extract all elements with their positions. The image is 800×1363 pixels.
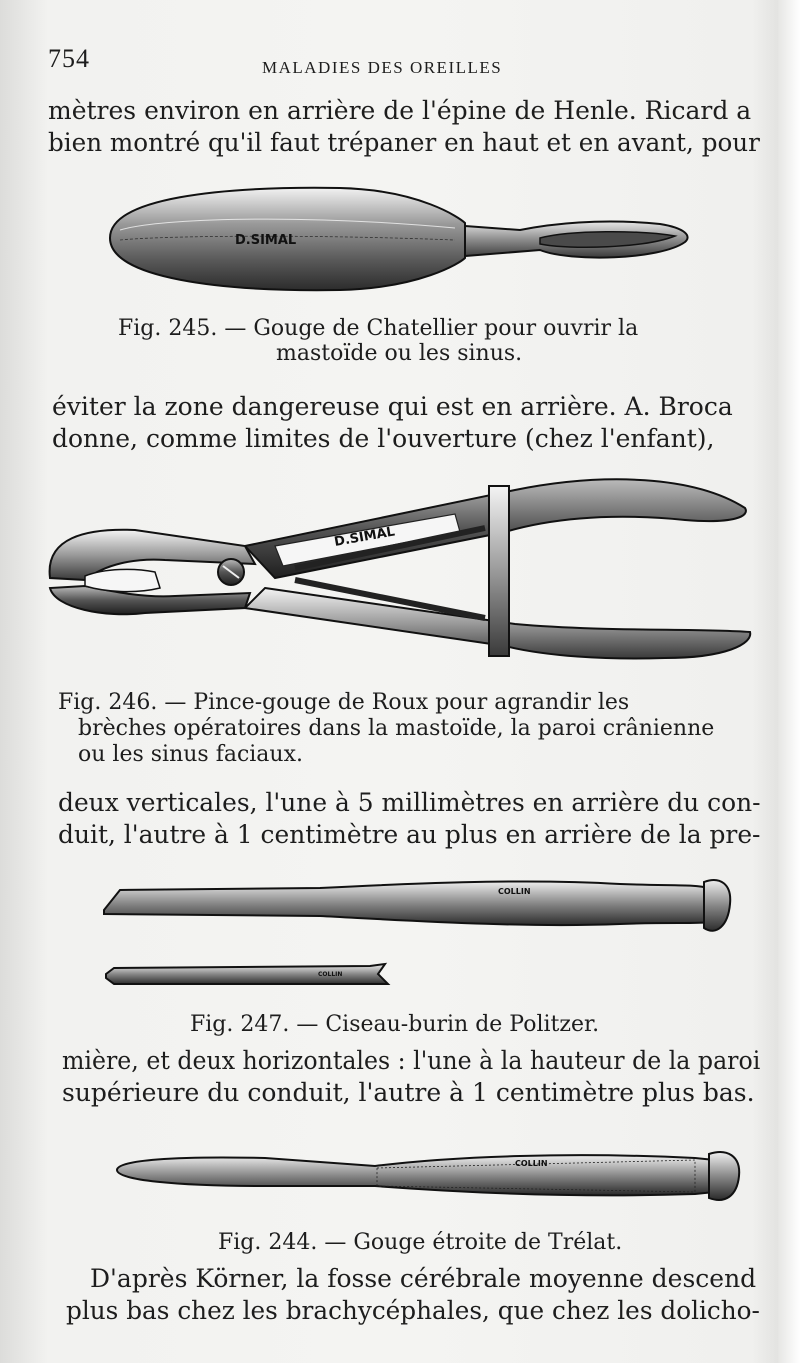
figure-246-caption-cont: ou les sinus faciaux. [78, 742, 303, 767]
body-line: deux verticales, l'une à 5 millimètres en arrière du con- [58, 788, 761, 817]
fig-247-stamp: COLLIN [498, 887, 531, 896]
running-title: MALADIES DES OREILLES [262, 58, 503, 77]
body-line: mière, et deux horizontales : l'une à la hauteur de la paroi [62, 1046, 761, 1075]
figure-246-caption-cont: brèches opératoires dans la mastoïde, la paroi crânienne [78, 716, 715, 741]
figure-245-gouge-illustration [100, 178, 700, 298]
body-line: duit, l'autre à 1 centimètre au plus en arrière de la pre- [58, 820, 761, 849]
figure-244-caption: Fig. 244. — Gouge étroite de Trélat. [218, 1230, 623, 1255]
fig-246-stamp: D.SIMAL [333, 524, 396, 550]
figure-247-ciseau-burin-illustration [100, 870, 740, 995]
body-line: D'après Körner, la fosse cérébrale moyenne descend [90, 1264, 757, 1293]
body-line: éviter la zone dangereuse qui est en arrière. A. Broca [52, 392, 733, 421]
page-edge [778, 0, 800, 1363]
body-line: mètres environ en arrière de l'épine de Henle. Ricard a [48, 96, 752, 125]
figure-245-caption: Fig. 245. — Gouge de Chatellier pour ouvrir la [118, 316, 639, 341]
figure-244-gouge-etroite-illustration [115, 1146, 745, 1206]
body-line: donne, comme limites de l'ouverture (chez l'enfant), [52, 424, 715, 453]
fig-245-stamp: D.SIMAL [235, 233, 297, 248]
body-line: supérieure du conduit, l'autre à 1 centimètre plus bas. [62, 1078, 755, 1107]
page-number: 754 [48, 44, 90, 73]
fig-247-stamp-small: COLLIN [318, 971, 343, 978]
fig-244-stamp: COLLIN [515, 1159, 548, 1168]
figure-246-pince-gouge-illustration [45, 468, 755, 678]
figure-246-caption: Fig. 246. — Pince-gouge de Roux pour agrandir les [58, 690, 630, 715]
body-line: plus bas chez les brachycéphales, que chez les dolicho- [66, 1296, 760, 1325]
figure-247-caption: Fig. 247. — Ciseau-burin de Politzer. [190, 1012, 600, 1037]
figure-245-caption-cont: mastoïde ou les sinus. [276, 341, 523, 366]
body-line: bien montré qu'il faut trépaner en haut et en avant, pour [48, 128, 760, 157]
